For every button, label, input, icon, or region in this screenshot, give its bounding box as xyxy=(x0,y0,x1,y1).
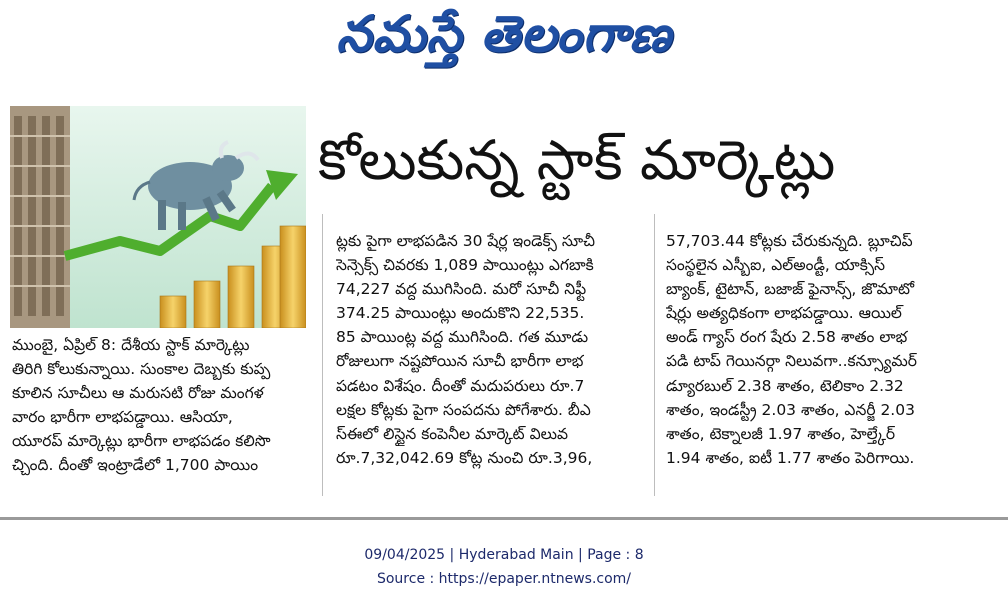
text-line: యూరప్ మార్కెట్లు భారీగా లాభపడం కలిసొ xyxy=(12,432,271,451)
column-divider xyxy=(322,214,323,496)
newspaper-title: నమస్తే తెలంగాణ xyxy=(336,4,672,63)
text-line: వారం భారీగా లాభపడ్డాయి. ఆసియా, xyxy=(12,408,233,427)
stock-exchange-building-icon xyxy=(10,106,70,328)
article-illustration xyxy=(10,106,306,328)
edition-info: 09/04/2025 | Hyderabad Main | Page : 8 xyxy=(364,547,644,563)
text-line: రోజులుగా నష్టపోయిన సూచీ భారీగా లాభ xyxy=(336,352,584,371)
text-line: 57,703.44 కోట్లకు చేరుకున్నది. బ్లూచిప్ xyxy=(666,232,913,250)
article-column-right xyxy=(666,229,996,470)
text-line: శాతం, ఇండస్ట్రీ 2.03 శాతం, ఎనర్జీ 2.03 xyxy=(666,400,915,419)
text-line: శాతం, టెక్నాలజీ 1.97 శాతం, హెల్త్కేర్ xyxy=(666,424,896,443)
masthead xyxy=(0,0,1008,80)
text-line: చ్చింది. దీంతో ఇంట్రాడేలో 1,700 పాయిం xyxy=(12,456,259,475)
text-line: ముంబై, ఏప్రిల్ 8: దేశీయ స్టాక్ మార్కెట్లు xyxy=(12,336,250,354)
text-line: 374.25 పాయింట్లు అందుకొని 22,535. xyxy=(336,304,585,323)
text-line: షేర్లు అత్యధికంగా లాభపడ్డాయి. ఆయిల్ xyxy=(666,304,902,323)
text-line: పడటం విశేషం. దీంతో మదుపరులు రూ.7 xyxy=(336,376,585,395)
text-line: 74,227 వద్ద ముగిసింది. మరో సూచీ నిఫ్టీ xyxy=(336,280,587,299)
text-line: రూ.7,32,042.69 కోట్ల నుంచి రూ.3,96, xyxy=(336,448,593,467)
text-line: లక్షల కోట్లకు పైగా సంపదను పోగేశారు. బీఎ xyxy=(336,400,591,419)
text-line: సంస్థలైన ఎస్బీఐ, ఎల్అండ్టీ, యాక్సిస్ xyxy=(666,256,886,275)
text-line: కూలిన సూచీలు ఆ మరుసటి రోజు మంగళ xyxy=(12,384,264,403)
column-divider xyxy=(654,214,655,496)
footer-divider xyxy=(0,517,1008,520)
text-line: అండ్ గ్యాస్ రంగ షేరు 2.58 శాతం లాభ xyxy=(666,328,908,347)
text-line: సెన్సెక్స్ చివరకు 1,089 పాయింట్లు ఎగబాకి xyxy=(336,256,594,275)
article-column-left xyxy=(12,333,312,478)
text-line: డ్యూరబుల్ 2.38 శాతం, టెలికాం 2.32 xyxy=(666,376,904,395)
article-column-middle xyxy=(336,229,648,470)
text-line: 85 పాయింట్ల వద్ద ముగిసింది. గత మూడు xyxy=(336,328,589,347)
text-line: బ్యాంక్, టైటాన్, బజాజ్ ఫైనాన్స్, జొమాటో xyxy=(666,280,915,299)
article-headline: కోలుకున్న స్టాక్ మార్కెట్లు xyxy=(318,128,836,192)
text-line: ట్లకు పైగా లాభపడిన 30 షేర్ల ఇండెక్స్ సూచీ xyxy=(336,232,595,250)
text-line: పడి టాప్ గెయినర్గా నిలువగా..కన్స్యూమర్ xyxy=(666,352,917,371)
text-line: 1.94 శాతం, ఐటీ 1.77 శాతం పెరిగాయి. xyxy=(666,448,915,467)
text-line: తిరిగి కోలుకున్నాయి. సుంకాల దెబ్బకు కుప్ప xyxy=(12,360,271,379)
footer xyxy=(0,543,1008,591)
source-link[interactable]: Source : https://epaper.ntnews.com/ xyxy=(376,571,632,587)
text-line: స్ఈలో లిస్టైన కంపెనీల మార్కెట్ విలువ xyxy=(336,424,568,443)
